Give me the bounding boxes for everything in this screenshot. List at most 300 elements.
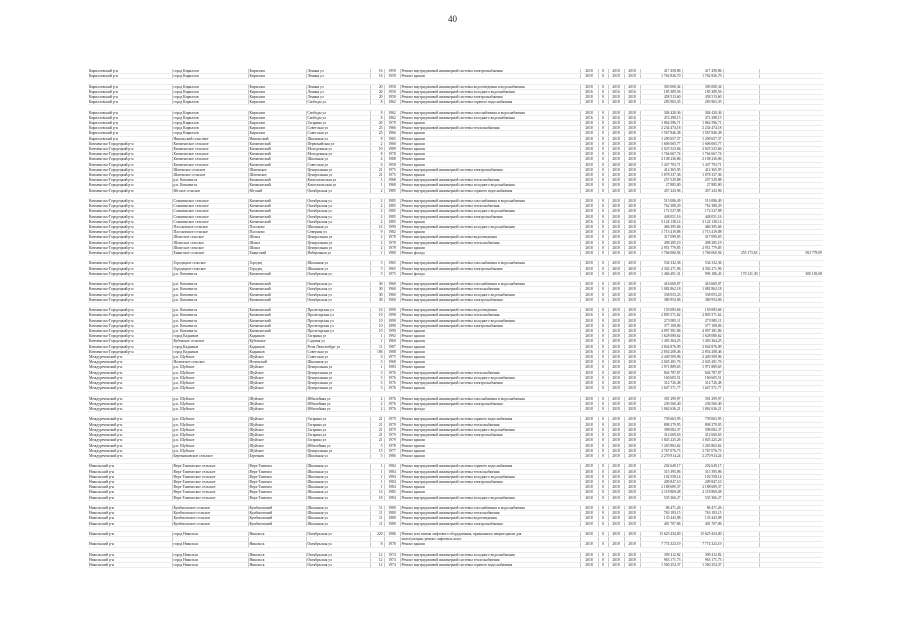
code-cell: 0 (598, 516, 608, 521)
locality-cell: Шатенское (248, 167, 306, 172)
build-year-cell: 1980 (384, 516, 400, 521)
end-year-cell: 2018 (624, 230, 640, 235)
locality-cell: Шуйское (248, 433, 306, 438)
build-year-cell: 1978 (384, 542, 400, 547)
page-number: 40 (448, 14, 457, 24)
table-row (88, 100, 823, 105)
code-cell: 0 (598, 141, 608, 146)
house-number-cell: 11 (370, 344, 384, 349)
fund-cost-cell: 1 606 065,77 (682, 141, 723, 146)
locality-cell: Верх-Тименга (248, 469, 306, 474)
district-cell: Междуреченский р-н (88, 401, 172, 406)
code-cell: 0 (598, 297, 608, 302)
end-year-cell: 2018 (624, 401, 640, 406)
house-number-cell: 2 (370, 396, 384, 401)
build-year-cell: 1965 (384, 266, 400, 271)
settlement-cell: р.п. Шуйское (172, 433, 248, 438)
locality-cell: Шонга (248, 245, 306, 250)
plan-year-cell: 2016 (580, 313, 598, 318)
district-cell: Кичменгско-Городецкий р-н (88, 157, 172, 162)
district-cell: Междуреченский р-н (88, 396, 172, 401)
settlement-cell: р.п. Шуйское (172, 427, 248, 432)
locality-cell: Шуйское (248, 443, 306, 448)
code-cell: 0 (598, 266, 608, 271)
plan-year-cell: 2018 (580, 407, 598, 412)
start-year-cell: 2018 (608, 251, 624, 256)
district-cell: Кичменгско-Городецкий р-н (88, 261, 172, 266)
code-cell: 0 (598, 95, 608, 100)
total-cost-cell: 4 302 271,96 (640, 266, 682, 271)
house-number-cell: 21 (370, 417, 384, 422)
district-cell: Междуреченский р-н (88, 453, 172, 458)
build-year-cell: 1962 (384, 100, 400, 105)
total-cost-cell: 2 844 876,09 (640, 344, 682, 349)
total-cost-cell: 1 764 667,74 (640, 152, 682, 157)
house-number-cell: 8 (370, 110, 384, 115)
street-cell: Октябрьская ул (306, 199, 370, 204)
street-cell: Комсомольская ул (306, 183, 370, 188)
build-year-cell: 1976 (384, 381, 400, 386)
build-year-cell: 1978 (384, 240, 400, 245)
locality-cell: Никольск (248, 563, 306, 568)
end-year-cell: 2018 (624, 531, 640, 536)
settlement-cell: Сомятинское сельское (172, 219, 248, 224)
build-year-cell: 1982 (384, 230, 400, 235)
code-cell: 0 (598, 240, 608, 245)
house-number-cell: 1 (370, 469, 384, 474)
total-cost-cell: 2 951 779,85 (640, 245, 682, 250)
settlement-cell: р.п. Шуйское (172, 355, 248, 360)
table-row (88, 188, 823, 193)
code-cell: 0 (598, 318, 608, 323)
total-cost-cell: 2 449 509,96 (640, 355, 682, 360)
build-year-cell: 1960 (384, 339, 400, 344)
house-number-cell: 1 (370, 479, 384, 484)
district-cell: Междуреченский р-н (88, 433, 172, 438)
end-year-cell: 2018 (624, 131, 640, 136)
street-cell: Центральная ул (306, 235, 370, 240)
plan-year-cell: 2018 (580, 557, 598, 562)
build-year-cell: 1988 (384, 157, 400, 162)
build-year-cell: 1990 (384, 318, 400, 323)
fund-cost-cell: 534 332,36 (682, 261, 723, 266)
settlement-cell: р.п. Шуйское (172, 417, 248, 422)
plan-year-cell: 2018 (580, 84, 598, 89)
settlement-cell: город Никольск (172, 531, 248, 536)
work-type-cell: Ремонт внутридомовой инженерной системы теплоснабжения (400, 240, 580, 245)
plan-year-cell: 2016 (580, 219, 598, 224)
locality-cell: Шуйское (248, 401, 306, 406)
build-year-cell: 1978 (384, 235, 400, 240)
settlement-cell: Сомятинское сельское (172, 204, 248, 209)
locality-cell: Шуйское (248, 438, 306, 443)
work-type-cell: Ремонт внутридомовой инженерной системы электроснабжения (400, 401, 580, 406)
settlement-cell: р.п. Шуйское (172, 438, 248, 443)
start-year-cell: 2018 (608, 407, 624, 412)
house-number-cell: 3 (370, 381, 384, 386)
code-cell: 0 (598, 448, 608, 453)
locality-cell: Березник (248, 453, 306, 458)
work-type-cell: эксплуатации, ремонт лифтовых шахт (400, 537, 580, 542)
plan-year-cell: 2018 (580, 308, 598, 313)
locality-cell: Енангский (248, 251, 306, 256)
district-cell: Кичменгско-Городецкий р-н (88, 230, 172, 235)
end-year-cell: 2018 (624, 240, 640, 245)
work-type-cell: Ремонт внутридомовой инженерной системы теплоснабжения (400, 422, 580, 427)
code-cell: 0 (598, 427, 608, 432)
settlement-cell: р.п. Кичменгск (172, 297, 248, 302)
street-cell: Юбилейная ул (306, 396, 370, 401)
build-year-cell: 1984 (384, 464, 400, 469)
end-year-cell: 2018 (624, 173, 640, 178)
total-cost-cell: 1 647 571,77 (640, 386, 682, 391)
code-cell: 0 (598, 474, 608, 479)
build-year-cell: 1979 (384, 438, 400, 443)
work-type-cell: Ремонт крыши (400, 147, 580, 152)
fund-cost-cell: 458 513,60 (682, 95, 723, 100)
work-type-cell: Ремонт внутридомовой инженерной системы водоотведения и водоснабжения (400, 84, 580, 89)
house-number-cell: 2 (370, 188, 384, 193)
house-number-cell: 1 (370, 251, 384, 256)
code-cell: 0 (598, 136, 608, 141)
build-year-cell: 1965 (384, 261, 400, 266)
fund-cost-cell: 513 086,49 (682, 199, 723, 204)
work-type-cell: Ремонт крыши (400, 438, 580, 443)
build-year-cell: 1990 (384, 308, 400, 313)
total-cost-cell: 1 209 657,37 (640, 136, 682, 141)
build-year-cell: 1980 (384, 511, 400, 516)
work-type-cell: Ремонт внутридомовой инженерной системы холодного водоснабжения (400, 89, 580, 94)
locality-cell: Кадников (248, 334, 306, 339)
work-type-cell: Ремонт внутридомовой инженерной системы теплоснабжения (400, 178, 580, 183)
fund-cost-cell: 739 663,95 (682, 417, 723, 422)
district-cell: Никольский р-н (88, 490, 172, 495)
end-year-cell: 2016 (624, 349, 640, 354)
start-year-cell: 2018 (608, 152, 624, 157)
fund-cost-cell: 380 954,06 (682, 297, 723, 302)
plan-year-cell: 2018 (580, 131, 598, 136)
settlement-cell: Шонгское сельское (172, 245, 248, 250)
end-year-cell: 2018 (624, 474, 640, 479)
start-year-cell: 2018 (608, 173, 624, 178)
start-year-cell: 2018 (608, 542, 624, 547)
work-type-cell: Ремонт внутридомовой инженерной системы горячего водоснабжения (400, 188, 580, 193)
total-cost-cell: 338 053,23 (640, 292, 682, 297)
code-cell: 0 (598, 422, 608, 427)
district-cell: Никольский р-н (88, 563, 172, 568)
locality-cell: Никольск (248, 542, 306, 547)
district-cell: Кичменгско-Городецкий р-н (88, 245, 172, 250)
locality-cell: Кичменгский (248, 162, 306, 167)
build-year-cell: 1976 (384, 396, 400, 401)
district-cell: Кирилловский р-н (88, 69, 172, 74)
total-cost-cell: 963 171,73 (640, 557, 682, 562)
end-year-cell: 2018 (624, 552, 640, 557)
settlement-cell: р.п. Кичменгск (172, 318, 248, 323)
fund-cost-cell: 1 647 571,77 (682, 386, 723, 391)
table-row (88, 199, 823, 204)
fund-cost-cell: 2 854 208,46 (682, 349, 723, 354)
house-number-cell: 1 (370, 365, 384, 370)
work-type-cell: Ремонт крыши (400, 131, 580, 136)
house-number-cell: 10 (370, 308, 384, 313)
start-year-cell: 2018 (608, 240, 624, 245)
plan-year-cell: 2018 (580, 162, 598, 167)
fund-cost-cell: 1 403 364,25 (682, 339, 723, 344)
end-year-cell: 2018 (624, 464, 640, 469)
start-year-cell: 2018 (608, 323, 624, 328)
table-row (88, 563, 823, 568)
code-cell: 0 (598, 173, 608, 178)
start-year-cell: 2018 (608, 188, 624, 193)
fund-cost-cell: 1 766 060,94 (682, 251, 723, 256)
settlement-cell: Верх-Тименгское сельское (172, 485, 248, 490)
district-cell: Никольский р-н (88, 485, 172, 490)
code-cell: 0 (598, 375, 608, 380)
locality-cell: Плосково (248, 230, 306, 235)
work-type-cell: Ремонт внутридомовой инженерной системы холодного водоснабжения (400, 427, 580, 432)
street-cell: Ленина ул (306, 69, 370, 74)
fund-cost-cell: 27 885,80 (682, 183, 723, 188)
end-year-cell: 2018 (624, 344, 640, 349)
street-cell: Гагарина ул (306, 417, 370, 422)
house-number-cell: 5 (370, 261, 384, 266)
street-cell: Октябрьская ул (306, 557, 370, 562)
street-cell: Свободы ул (306, 110, 370, 115)
district-cell: Кирилловский р-н (88, 89, 172, 94)
build-year-cell: 1966 (384, 131, 400, 136)
locality-cell: Верх-Тименга (248, 464, 306, 469)
build-year-cell: 1960 (384, 282, 400, 287)
table-row (88, 69, 823, 74)
total-cost-cell: 315 395,86 (640, 469, 682, 474)
build-year-cell: 1960 (384, 141, 400, 146)
total-cost-cell: 1 606 065,77 (640, 141, 682, 146)
code-cell: 0 (598, 214, 608, 219)
street-cell: Октябрьская ул (306, 188, 370, 193)
build-year-cell: 1965 (384, 136, 400, 141)
settlement-cell: город Кириллов (172, 110, 248, 115)
work-type-cell: Ремонт внутридомовой инженерной системы газоснабжения и водоснабжения (400, 396, 580, 401)
plan-year-cell: 2018 (580, 136, 598, 141)
co-financing-cell: 170 121,30 (723, 271, 759, 276)
plan-year-cell: 2018 (580, 552, 598, 557)
plan-year-cell: 2018 (580, 381, 598, 386)
locality-cell: Кириллов (248, 121, 306, 126)
code-cell: 0 (598, 433, 608, 438)
settlement-cell: Верх-Тименгское сельское (172, 469, 248, 474)
locality-cell: Верх-Тименга (248, 474, 306, 479)
street-cell: Центральная ул (306, 370, 370, 375)
work-type-cell: Ремонт крыши (400, 448, 580, 453)
table-row (88, 516, 823, 521)
code-cell: 0 (598, 251, 608, 256)
plan-year-cell: 2018 (580, 141, 598, 146)
build-year-cell: 1976 (384, 370, 400, 375)
work-type-cell: Ремонт крыши (400, 136, 580, 141)
code-cell: 0 (598, 147, 608, 152)
total-cost-cell: 534 332,36 (640, 261, 682, 266)
end-year-cell: 2018 (624, 162, 640, 167)
start-year-cell: 2018 (608, 84, 624, 89)
work-type-cell: Ремонт внутридомовой инженерной системы электроснабжения (400, 297, 580, 302)
table-row (88, 209, 823, 214)
work-type-cell: Ремонт крыши (400, 219, 580, 224)
code-cell: 0 (598, 469, 608, 474)
fund-cost-cell: 1 082 862,18 (682, 287, 723, 292)
end-year-cell: 2018 (624, 516, 640, 521)
start-year-cell: 2018 (608, 422, 624, 427)
build-year-cell: 1990 (384, 225, 400, 230)
street-cell: Молодежная ул (306, 152, 370, 157)
total-cost-cell: 27 885,80 (640, 183, 682, 188)
plan-year-cell: 2018 (580, 516, 598, 521)
settlement-cell: город Кириллов (172, 115, 248, 120)
code-cell: 0 (598, 505, 608, 510)
work-type-cell: Ремонт крыши (400, 334, 580, 339)
build-year-cell: 1974 (384, 563, 400, 568)
total-cost-cell: 2 270 914,24 (640, 453, 682, 458)
work-type-cell: Ремонт крыши (400, 173, 580, 178)
total-cost-cell: 739 663,95 (640, 417, 682, 422)
build-year-cell: 1984 (384, 469, 400, 474)
end-year-cell: 2018 (624, 381, 640, 386)
code-cell: 0 (598, 225, 608, 230)
street-cell: Ленина ул (306, 95, 370, 100)
fund-cost-cell: 172 527,98 (682, 209, 723, 214)
settlement-cell: город Кириллов (172, 121, 248, 126)
code-cell: 0 (598, 329, 608, 334)
work-type-cell: Ремонт внутридомовой инженерной системы газоснабжения и водоснабжения (400, 505, 580, 510)
house-number-cell: 8 (370, 152, 384, 157)
start-year-cell: 2018 (608, 121, 624, 126)
plan-year-cell: 2018 (580, 183, 598, 188)
work-type-cell: Ремонт или замена лифтового оборудования, признанного непригодным для (400, 531, 580, 536)
locality-cell: Кириллов (248, 74, 306, 79)
end-year-cell: 2018 (624, 485, 640, 490)
locality-cell: Никольск (248, 557, 306, 562)
work-type-cell: Ремонт крыши (400, 152, 580, 157)
fund-cost-cell: 314 726,48 (682, 381, 723, 386)
locality-cell: Кичменгский (248, 313, 306, 318)
end-year-cell: 2018 (624, 209, 640, 214)
start-year-cell: 2016 (608, 115, 624, 120)
fund-cost-cell: 160 605,51 (682, 375, 723, 380)
plan-year-cell: 2018 (580, 355, 598, 360)
locality-cell: Кичменгский (248, 204, 306, 209)
locality-cell: Кубенское (248, 339, 306, 344)
work-type-cell: Ремонт внутридомовой инженерной системы холодного водоснабжения (400, 209, 580, 214)
total-cost-cell: 1 713 419,88 (640, 230, 682, 235)
settlement-cell: р.п. Кичменгск (172, 308, 248, 313)
locality-cell: Кириллов (248, 110, 306, 115)
locality-cell: Городец (248, 266, 306, 271)
code-cell: 0 (598, 323, 608, 328)
co-financing-cell: 255 173,63 (723, 251, 759, 256)
work-type-cell: Ремонт внутридомовой инженерной системы холодного водоснабжения (400, 225, 580, 230)
locality-cell: Шуйское (248, 370, 306, 375)
locality-cell: Кириллов (248, 100, 306, 105)
end-year-cell: 2018 (624, 318, 640, 323)
owner-funds-cell: 563 778,09 (759, 251, 823, 256)
street-cell: Школьная ул (306, 516, 370, 521)
plan-year-cell: 2018 (580, 360, 598, 365)
start-year-cell: 2018 (608, 552, 624, 557)
total-cost-cell: 305 000,34 (640, 84, 682, 89)
street-cell: Октябрьская ул (306, 214, 370, 219)
fund-cost-cell: 1 062 636,21 (682, 407, 723, 412)
work-type-cell: Ремонт внутридомовой инженерной системы электроснабжения (400, 266, 580, 271)
end-year-cell: 2018 (624, 292, 640, 297)
fund-cost-cell: 2 844 876,09 (682, 344, 723, 349)
end-year-cell: 2018 (624, 167, 640, 172)
build-year-cell: 1950 (384, 89, 400, 94)
end-year-cell: 2016 (624, 89, 640, 94)
street-cell: Октябрьская ул (306, 209, 370, 214)
capital-repair-register-table (88, 69, 823, 568)
street-cell: Октябрьская ул (306, 531, 370, 536)
house-number-cell: 106 (370, 349, 384, 354)
fund-cost-cell: 304 420,36 (682, 110, 723, 115)
settlement-cell: Шатенское сельское (172, 173, 248, 178)
house-number-cell: 2 (370, 199, 384, 204)
total-cost-cell: 398 082,37 (640, 427, 682, 432)
locality-cell: Шуйское (248, 375, 306, 380)
end-year-cell: 2018 (624, 490, 640, 495)
end-year-cell: 2018 (624, 204, 640, 209)
end-year-cell: 2018 (624, 396, 640, 401)
plan-year-cell: 2018 (580, 225, 598, 230)
house-number-cell: 11 (370, 521, 384, 526)
house-number-cell: 20 (370, 84, 384, 89)
plan-year-cell: 2018 (580, 235, 598, 240)
house-number-cell: 2 (370, 245, 384, 250)
total-cost-cell: 535 366,27 (640, 495, 682, 500)
settlement-cell: р.п. Кичменгск (172, 183, 248, 188)
street-cell: Советская ул (306, 162, 370, 167)
build-year-cell: 1975 (384, 271, 400, 276)
start-year-cell: 2018 (608, 141, 624, 146)
work-type-cell: Ремонт внутридомовой инженерной системы горячего водоснабжения (400, 100, 580, 105)
locality-cell: Кичменгский (248, 214, 306, 219)
work-type-cell: Ремонт крыши (400, 485, 580, 490)
build-year-cell: 1985 (384, 204, 400, 209)
locality-cell: Шуйское (248, 422, 306, 427)
street-cell: Центральная ул (306, 173, 370, 178)
fund-cost-cell: 1 437 793,71 (682, 162, 723, 167)
total-cost-cell: 1 082 862,18 (640, 287, 682, 292)
fund-cost-cell: 2 045 281,76 (682, 360, 723, 365)
settlement-cell: Шонгское сельское (172, 240, 248, 245)
build-year-cell: 1984 (384, 495, 400, 500)
house-number-cell: 10 (370, 329, 384, 334)
plan-year-cell: 2018 (580, 563, 598, 568)
total-cost-cell: 2 045 281,76 (640, 360, 682, 365)
locality-cell: Шуйское (248, 448, 306, 453)
plan-year-cell: 2018 (580, 531, 598, 536)
street-cell: Молодежная ул (306, 147, 370, 152)
fund-cost-cell: 1 628 080,62 (682, 334, 723, 339)
house-number-cell: 30 (370, 297, 384, 302)
settlement-cell: город Кадников (172, 334, 248, 339)
locality-cell: Кириллов (248, 89, 306, 94)
house-number-cell: 8 (370, 115, 384, 120)
code-cell: 0 (598, 438, 608, 443)
house-number-cell: 3 (370, 386, 384, 391)
plan-year-cell: 2018 (580, 433, 598, 438)
street-cell: Советская ул (306, 349, 370, 354)
build-year-cell: 1976 (384, 407, 400, 412)
